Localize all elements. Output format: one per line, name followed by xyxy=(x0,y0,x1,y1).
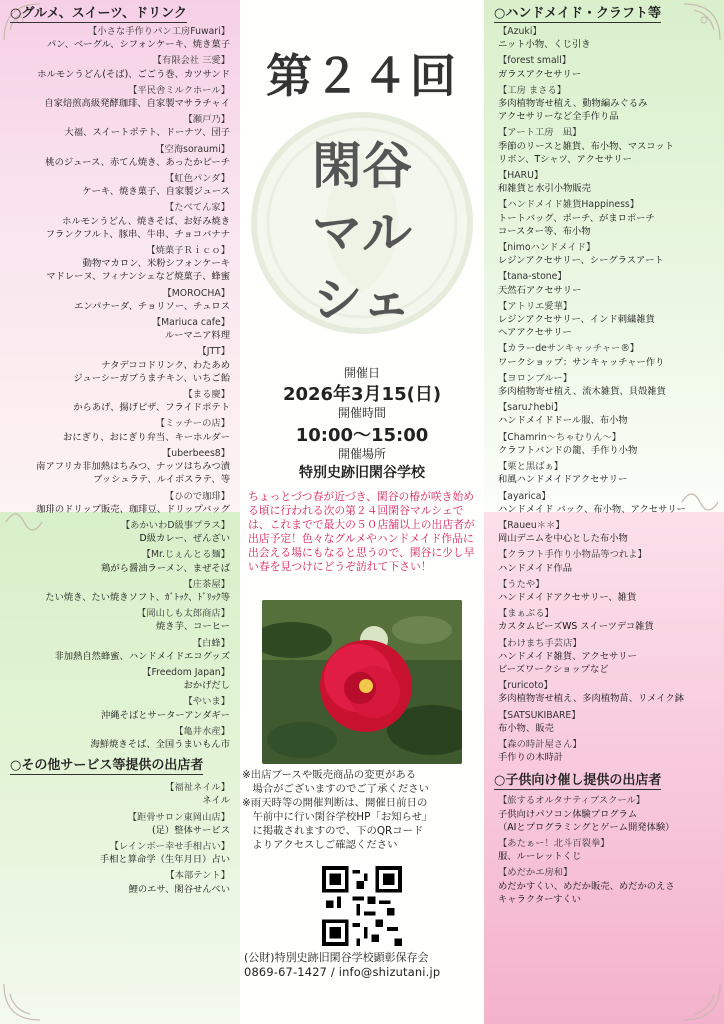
food-vendor-entry xyxy=(6,388,234,414)
vendor-items: 手相と算命学（生年月日）占い xyxy=(99,854,230,866)
vendor-name: 【Mr.じぇんとる麺】 xyxy=(141,549,230,561)
service-section-heading: ○その他サービス等提供の出店者 xyxy=(10,758,204,774)
craft-vendor-entry xyxy=(490,738,718,764)
craft-vendor-entry xyxy=(490,342,718,368)
craft-vendor-entry xyxy=(490,401,718,427)
vendor-items: からあげ、揚げピザ、フライドポテト xyxy=(73,402,230,414)
vendor-name: 【クラフト手作り小物品等つれよ】 xyxy=(498,549,647,561)
craft-vendor-entry xyxy=(490,460,718,486)
vendor-name: 【アトリエ愛華】 xyxy=(498,300,573,312)
kids-vendor-entry xyxy=(490,837,718,863)
vendor-items: ハンドメイド バック、布小物、アクセサリー xyxy=(498,503,686,515)
food-vendor-entry xyxy=(6,84,234,110)
vendor-name: 【ヨロンブルー】 xyxy=(498,372,573,384)
vendor-items: 鯉のエサ、閑谷せんべい xyxy=(128,883,230,895)
vendor-items: レジンアクセサリー、シーグラスアート xyxy=(498,255,664,267)
vendor-name: 【虹色パンダ】 xyxy=(165,173,230,185)
vendor-name: 【平民舎ミルクホール】 xyxy=(128,84,230,96)
vendor-items: 動物マカロン、米粉シフォンケーキ マドレーヌ、フィナンシェなど焼菓子、蜂蜜 xyxy=(46,258,230,283)
craft-vendor-entry xyxy=(490,54,718,80)
food-vendor-entry xyxy=(6,666,234,692)
vendor-items: (足）整体サービス xyxy=(151,824,230,836)
vendor-items: ネイル xyxy=(202,795,230,807)
service-vendor-entry xyxy=(6,869,234,895)
craft-vendor-entry xyxy=(490,169,718,195)
event-title-line-1: 閑谷 xyxy=(312,137,412,195)
vendor-items: クラフトバンドの籠、手作り小物 xyxy=(498,444,638,456)
craft-vendor-entry xyxy=(490,431,718,457)
food-vendor-entry xyxy=(6,201,234,241)
vendor-name: 【Mariuca cafe】 xyxy=(151,317,230,329)
craft-vendor-entry xyxy=(490,198,718,238)
food-vendor-entry xyxy=(6,54,234,80)
service-vendor-entry xyxy=(6,781,234,807)
vendor-name: 【ayarica】 xyxy=(498,490,551,502)
craft-vendor-entry xyxy=(490,300,718,340)
craft-vendor-entry xyxy=(490,241,718,267)
promo-text: ちょっとづつ春が近づき、閑谷の椿が咲き始める頃に行われる次の第２４回閑谷マルシェでは、これまでで最大の５０店舗以上の出店者が出店予定！色々なグルメやハンドメイド作品に出会える場にもなると思うので、閑谷に少し早い春を見つけにどうぞ訪れて下さい！ xyxy=(248,490,475,573)
vendor-items: おにぎり、おにぎり弁当、キーホルダー xyxy=(63,431,230,443)
vendor-items: 岡山デニムを中心とした布小物 xyxy=(498,533,628,545)
vendor-name: 【福祉ネイル】 xyxy=(165,782,230,794)
vendor-items: 和雑貨と水引小物販売 xyxy=(498,183,591,195)
food-vendor-entry xyxy=(6,345,234,385)
organizer-name: (公財)特別史跡旧閑谷学校顕彰保存会 xyxy=(244,951,429,964)
craft-vendor-entry xyxy=(490,25,718,51)
vendor-name: 【森の時計屋さん】 xyxy=(498,738,582,750)
craft-vendor-entry xyxy=(490,84,718,124)
vendor-items: 手作りの木時計 xyxy=(498,752,564,764)
vendor-items: 桃のジュース、赤てん焼き、あったかピーチ xyxy=(45,156,230,168)
notice-text: ※出店ブースや販売商品の変更がある 場合がございますのでご了承ください ※雨天時等の開催判断は、開催日前日の 午前中に行い閑谷学校HP「お知らせ」 に掲載されますので、下のQRコード よりアクセスしご確認ください xyxy=(242,769,433,851)
vendor-items: パン、ベーグル、シフォンケーキ、焼き菓子 xyxy=(46,39,230,51)
event-date: 2026年3月15(日) xyxy=(282,384,442,405)
food-vendor-entry xyxy=(6,578,234,604)
food-section-heading: ○グルメ、スイーツ、ドリンク xyxy=(10,6,187,21)
craft-vendor-entry xyxy=(490,126,718,166)
center-panel xyxy=(240,0,484,1024)
left-column xyxy=(0,0,240,1024)
vendor-name: 【岡山しも太郎商店】 xyxy=(137,608,230,620)
vendor-name: 【たべてん家】 xyxy=(164,202,230,214)
craft-vendor-entry xyxy=(490,519,718,545)
vendor-items: たい焼き、たい焼きソフト、ｶﾞﾄｯｸ、ﾄﾞﾘｯｸ等 xyxy=(45,591,230,603)
vendor-name: 【まる慶】 xyxy=(183,389,230,401)
craft-vendor-entry xyxy=(490,709,718,735)
food-vendor-list xyxy=(6,25,234,751)
food-vendor-entry xyxy=(6,113,234,139)
vendor-name: 【有限会社 三愛】 xyxy=(152,55,230,67)
vendor-name: 【ruricoto】 xyxy=(498,680,553,692)
food-vendor-entry xyxy=(6,287,234,313)
vendor-name: 【Chamrin～ちゃむりん～】 xyxy=(498,431,622,443)
vendor-items: 子供向けパソコン体験プログラム （AIとプログラミングとゲーム開発体験） xyxy=(498,808,675,833)
vendor-name: 【あたぁー！北斗百裂拳】 xyxy=(498,837,610,849)
vendor-name: 【小さな手作りパン工房Fuwari】 xyxy=(88,26,230,37)
vendor-name: 【ひので珈琲】 xyxy=(164,490,230,502)
vendor-name: 【カラーdeサンキャッチャー®】 xyxy=(498,343,640,355)
vendor-name: 【うたや】 xyxy=(498,578,545,590)
craft-vendor-entry xyxy=(490,270,718,296)
vendor-name: 【ハンドメイド雑貨Happiness】 xyxy=(498,199,640,211)
vendor-items: おかげだし xyxy=(183,680,230,692)
food-vendor-entry xyxy=(6,519,234,545)
vendor-items: ハンドメイド作品 xyxy=(498,562,573,574)
vendor-name: 【工房 まさる】 xyxy=(498,84,567,96)
vendor-name: 【旅するオルタナティブスクール】 xyxy=(498,795,646,807)
service-vendor-entry xyxy=(6,840,234,866)
vendor-name: 【わけまち手芸店】 xyxy=(498,637,582,649)
vendor-name: 【Freedom Japan】 xyxy=(142,666,230,678)
vendor-items: 和風ハンドメイドアクセサリー xyxy=(498,474,628,486)
vendor-items: D級カレー、ぜんざい xyxy=(139,533,230,545)
vendor-name: 【瀬戸乃】 xyxy=(183,114,230,126)
vendor-items: 大福、スイートポテト、ドーナツ、団子 xyxy=(64,127,230,139)
vendor-items: ガラスアクセサリー xyxy=(498,68,582,80)
food-vendor-entry xyxy=(6,316,234,342)
event-title-line-2: マル xyxy=(312,204,412,262)
vendor-name: 【本部テント】 xyxy=(165,870,230,882)
craft-vendor-entry xyxy=(490,372,718,398)
vendor-name: 【Raueu＊＊】 xyxy=(498,519,565,531)
event-title-line-3: シェ xyxy=(312,271,412,329)
vendor-items: 海鮮焼きそば、全国うまいもん市 xyxy=(90,738,230,750)
vendor-items: 珈琲のドリップ販売、珈琲豆、ドリップバッグ xyxy=(36,503,230,515)
food-vendor-entry xyxy=(6,548,234,574)
kids-vendor-entry xyxy=(490,794,718,834)
food-vendor-entry xyxy=(6,490,234,516)
vendor-name: 【白蜂】 xyxy=(192,637,230,649)
vendor-items: 布小物、販売 xyxy=(498,722,554,734)
kids-vendor-list xyxy=(490,794,718,906)
food-vendor-entry xyxy=(6,447,234,487)
vendor-items: 鶏がら醤油ラーメン、まぜそば xyxy=(101,562,230,574)
vendor-name: 【saru♪hebi】 xyxy=(498,402,563,414)
kids-section-heading: ○子供向け催し提供の出店者 xyxy=(494,773,662,789)
food-vendor-entry xyxy=(6,25,234,51)
craft-vendor-entry xyxy=(490,679,718,705)
vendor-name: 【SATSUKIBARE】 xyxy=(498,709,581,721)
vendor-items: カスタムビーズWS スイーツデコ雑貨 xyxy=(498,621,654,633)
food-vendor-entry xyxy=(6,244,234,284)
organizer-block xyxy=(244,951,482,979)
vendor-items: ルーマニア料理 xyxy=(164,330,230,342)
service-vendor-list xyxy=(6,781,234,896)
vendor-name: 【まぁぶる】 xyxy=(498,608,554,620)
vendor-name: 【HARU】 xyxy=(498,170,544,182)
vendor-name: 【ミッチーの店】 xyxy=(155,418,230,430)
vendor-items: トートバッグ、ポーチ、がまロポーチ コースター等、布小物 xyxy=(498,212,655,237)
craft-vendor-entry xyxy=(490,637,718,677)
vendor-name: 【アート工房 凪】 xyxy=(498,127,582,139)
vendor-name: 【亀井水産】 xyxy=(174,725,230,737)
vendor-items: めだかすくい、めだか販売、めだかのえさ キャラクターすくい xyxy=(498,880,675,905)
vendor-name: 【栗と黒ばぁ】 xyxy=(498,461,564,473)
vendor-items: 多肉植物寄せ植え、多肉植物苗、リメイク鉢 xyxy=(498,693,684,705)
qr-code[interactable] xyxy=(322,866,402,946)
vendor-items: ハンドメイドドール服、布小物 xyxy=(498,415,628,427)
service-vendor-entry xyxy=(6,811,234,837)
vendor-name: 【やいま】 xyxy=(183,696,230,708)
vendor-items: エンパナーダ、チョリソー、チュロス xyxy=(74,300,230,312)
vendor-name: 【あかいわD級事プラス】 xyxy=(120,519,230,531)
vendor-items: 沖縄そばとサーターアンダギー xyxy=(101,709,230,721)
food-vendor-entry xyxy=(6,725,234,751)
food-vendor-entry xyxy=(6,172,234,198)
vendor-name: 【uberbees8】 xyxy=(161,447,230,459)
vendor-items: 季節のリースと雑貨、布小物、マスコット リボン、Tシャツ、アクセサリー xyxy=(498,140,674,165)
organizer-contact: 0869-67-1427 / info@shizutani.jp xyxy=(244,965,441,979)
vendor-name: 【焼菓子Ｒｉｃｏ】 xyxy=(146,245,230,257)
craft-vendor-entry xyxy=(490,578,718,604)
vendor-items: ホルモンうどん、焼きそば、お好み焼き フランクフルト、豚串、牛串、チョコバナナ xyxy=(45,215,230,240)
vendor-items: 服、ルーレットくじ xyxy=(498,851,582,863)
food-vendor-entry xyxy=(6,637,234,663)
food-vendor-entry xyxy=(6,143,234,169)
vendor-name: 【空海soraumi】 xyxy=(155,143,230,155)
vendor-items: ケーキ、焼き菓子、自家製ジュース xyxy=(82,186,230,198)
kids-vendor-entry xyxy=(490,866,718,906)
vendor-name: 【庄茶屋】 xyxy=(183,578,230,590)
right-column xyxy=(484,0,724,1024)
craft-vendor-entry xyxy=(490,607,718,633)
vendor-name: 【tana-stone】 xyxy=(498,271,567,283)
vendor-items: 非加熱自然蜂蜜、ハンドメイドエコグッズ xyxy=(54,650,230,662)
craft-vendor-entry xyxy=(490,548,718,574)
craft-vendor-entry xyxy=(490,490,718,516)
vendor-items: ハンドメイド雑貨、アクセサリー ビーズワークショップなど xyxy=(498,650,637,675)
food-vendor-entry xyxy=(6,417,234,443)
vendor-name: 【めだかエ房和】 xyxy=(498,867,573,879)
edition-title: 第２４回 xyxy=(266,49,458,103)
vendor-items: 多肉植物寄せ植え、動物編みぐるみ アクセサリーなど全手作り品 xyxy=(498,98,648,123)
event-time: 10:00～15:00 xyxy=(295,425,429,446)
vendor-items: 多肉植物寄せ植え、流木雑貨、貝殻雑貨 xyxy=(498,386,666,398)
vendor-items: ナタデココドリンク、わたあめ ジューシーガブうまチキン、いちご飴 xyxy=(73,359,230,384)
date-label: 開催日 xyxy=(343,366,380,380)
vendor-items: ワークショップ：サンキャッチャー作り xyxy=(498,356,665,368)
vendor-name: 【JTT】 xyxy=(197,346,230,358)
vendor-items: ホルモンうどん(そば)、ごごう巻、カツサンド xyxy=(37,68,230,80)
food-vendor-entry xyxy=(6,607,234,633)
vendor-name: 【MOROCHA】 xyxy=(162,287,230,299)
vendor-items: 自家焙煎高級発酵珈琲、自家製マサラチャイ xyxy=(44,98,230,110)
vendor-name: 【距骨サロン東岡山店】 xyxy=(127,811,230,823)
camellia-photo xyxy=(262,600,462,764)
vendor-items: レジンアクセサリー、インド刺繍雑貨 ヘアアクセサリー xyxy=(498,314,655,339)
vendor-items: ニット小物、くじ引き xyxy=(498,39,591,51)
vendor-name: 【forest small】 xyxy=(498,55,572,67)
vendor-name: 【nimoハンドメイド】 xyxy=(498,242,596,254)
event-venue: 特別史跡旧閑谷学校 xyxy=(299,465,425,481)
vendor-name: 【Azuki】 xyxy=(498,26,542,37)
vendor-items: ハンドメイドアクセサリー、雑貨 xyxy=(498,591,637,603)
craft-section-heading: ○ハンドメイド・クラフト等 xyxy=(494,6,661,21)
time-label: 開催時間 xyxy=(337,406,386,420)
venue-label: 開催場所 xyxy=(337,447,386,461)
food-vendor-entry xyxy=(6,695,234,721)
vendor-items: 焼き芋、コーヒー xyxy=(155,621,230,633)
craft-vendor-list xyxy=(490,25,718,764)
vendor-items: 天然石アクセサリー xyxy=(498,284,582,296)
vendor-items: 南アフリカ非加熱はちみつ、ナッツはちみつ漬 ブッシュラテ、ルイボスラテ、等 xyxy=(36,461,230,486)
vendor-name: 【レインボー幸せ手相占い】 xyxy=(109,840,230,852)
